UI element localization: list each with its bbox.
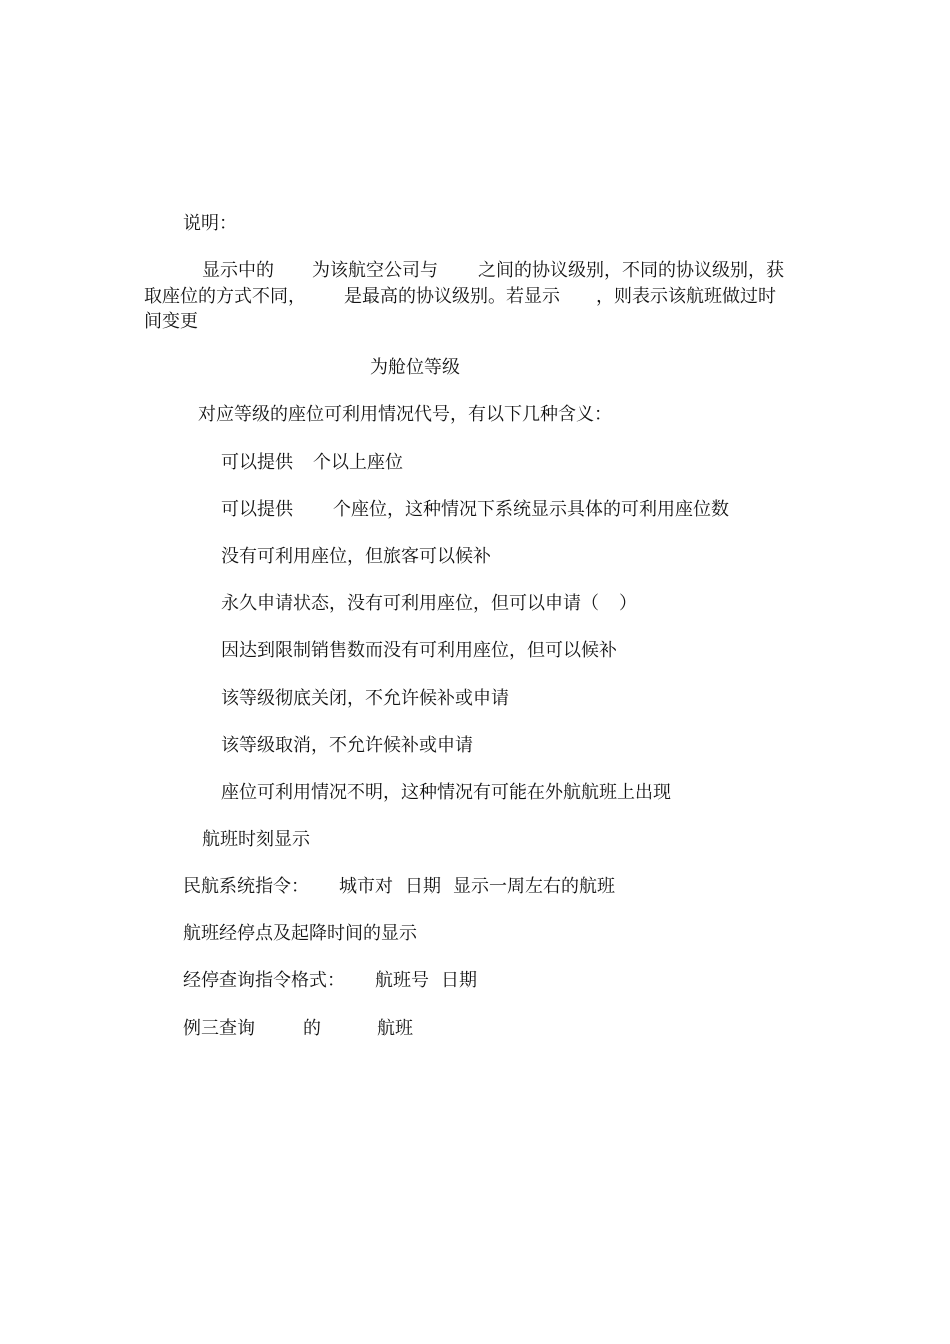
text-segment: 显示一周左右的航班 xyxy=(453,876,615,897)
text-segment: 显示中的 xyxy=(202,260,274,281)
text-segment: 航班 xyxy=(377,1018,413,1039)
text-segment: 例三查询 xyxy=(183,1018,255,1039)
text-segment: 日期 xyxy=(405,876,441,897)
code-item: 因达到限制销售数而没有可利用座位，但可以候补 xyxy=(221,640,617,661)
codes-intro: 对应等级的座位可利用情况代号，有以下几种含义： xyxy=(198,404,612,425)
text-segment: 是最高的协议级别。若显示 xyxy=(344,286,560,307)
text-segment: 之间的协议级别，不同的协议级别，获 xyxy=(478,260,784,281)
paragraph-line-2 xyxy=(144,286,776,308)
schedule-title: 航班时刻显示 xyxy=(202,829,310,850)
paragraph-line-3: 间变更 xyxy=(144,311,198,332)
code-item xyxy=(221,499,729,521)
stopover-title: 航班经停点及起降时间的显示 xyxy=(183,923,417,944)
text-segment: ，则表示该航班做过时 xyxy=(596,286,776,307)
code-item: 该等级取消，不允许候补或申请 xyxy=(221,735,473,756)
example-line xyxy=(183,1018,413,1040)
text-segment: 城市对 xyxy=(339,876,393,897)
code-item: 没有可利用座位，但旅客可以候补 xyxy=(221,546,491,567)
cabin-class-label: 为舱位等级 xyxy=(370,357,460,378)
code-item xyxy=(221,593,637,615)
text-segment: 可以提供 xyxy=(221,499,293,520)
heading: 说明： xyxy=(183,213,237,234)
text-segment: 个以上座位 xyxy=(313,452,403,473)
text-segment: 可以提供 xyxy=(221,452,293,473)
code-item: 座位可利用情况不明，这种情况有可能在外航航班上出现 xyxy=(221,782,671,803)
code-item xyxy=(221,452,403,474)
paragraph-line-1 xyxy=(202,260,784,282)
text-segment: 个座位，这种情况下系统显示具体的可利用座位数 xyxy=(333,499,729,520)
stopover-command xyxy=(183,970,477,992)
text-segment: 为该航空公司与 xyxy=(312,260,438,281)
text-segment: 的 xyxy=(303,1018,321,1039)
text-segment: 经停查询指令格式： xyxy=(183,970,345,991)
text-segment: 航班号 xyxy=(375,970,429,991)
code-item: 该等级彻底关闭，不允许候补或申请 xyxy=(221,688,509,709)
schedule-command xyxy=(183,876,615,898)
text-segment: ） xyxy=(619,593,637,614)
text-segment: 民航系统指令： xyxy=(183,876,309,897)
text-segment: 永久申请状态，没有可利用座位，但可以申请（ xyxy=(221,593,599,614)
text-segment: 日期 xyxy=(441,970,477,991)
text-segment: 取座位的方式不同， xyxy=(144,286,306,307)
